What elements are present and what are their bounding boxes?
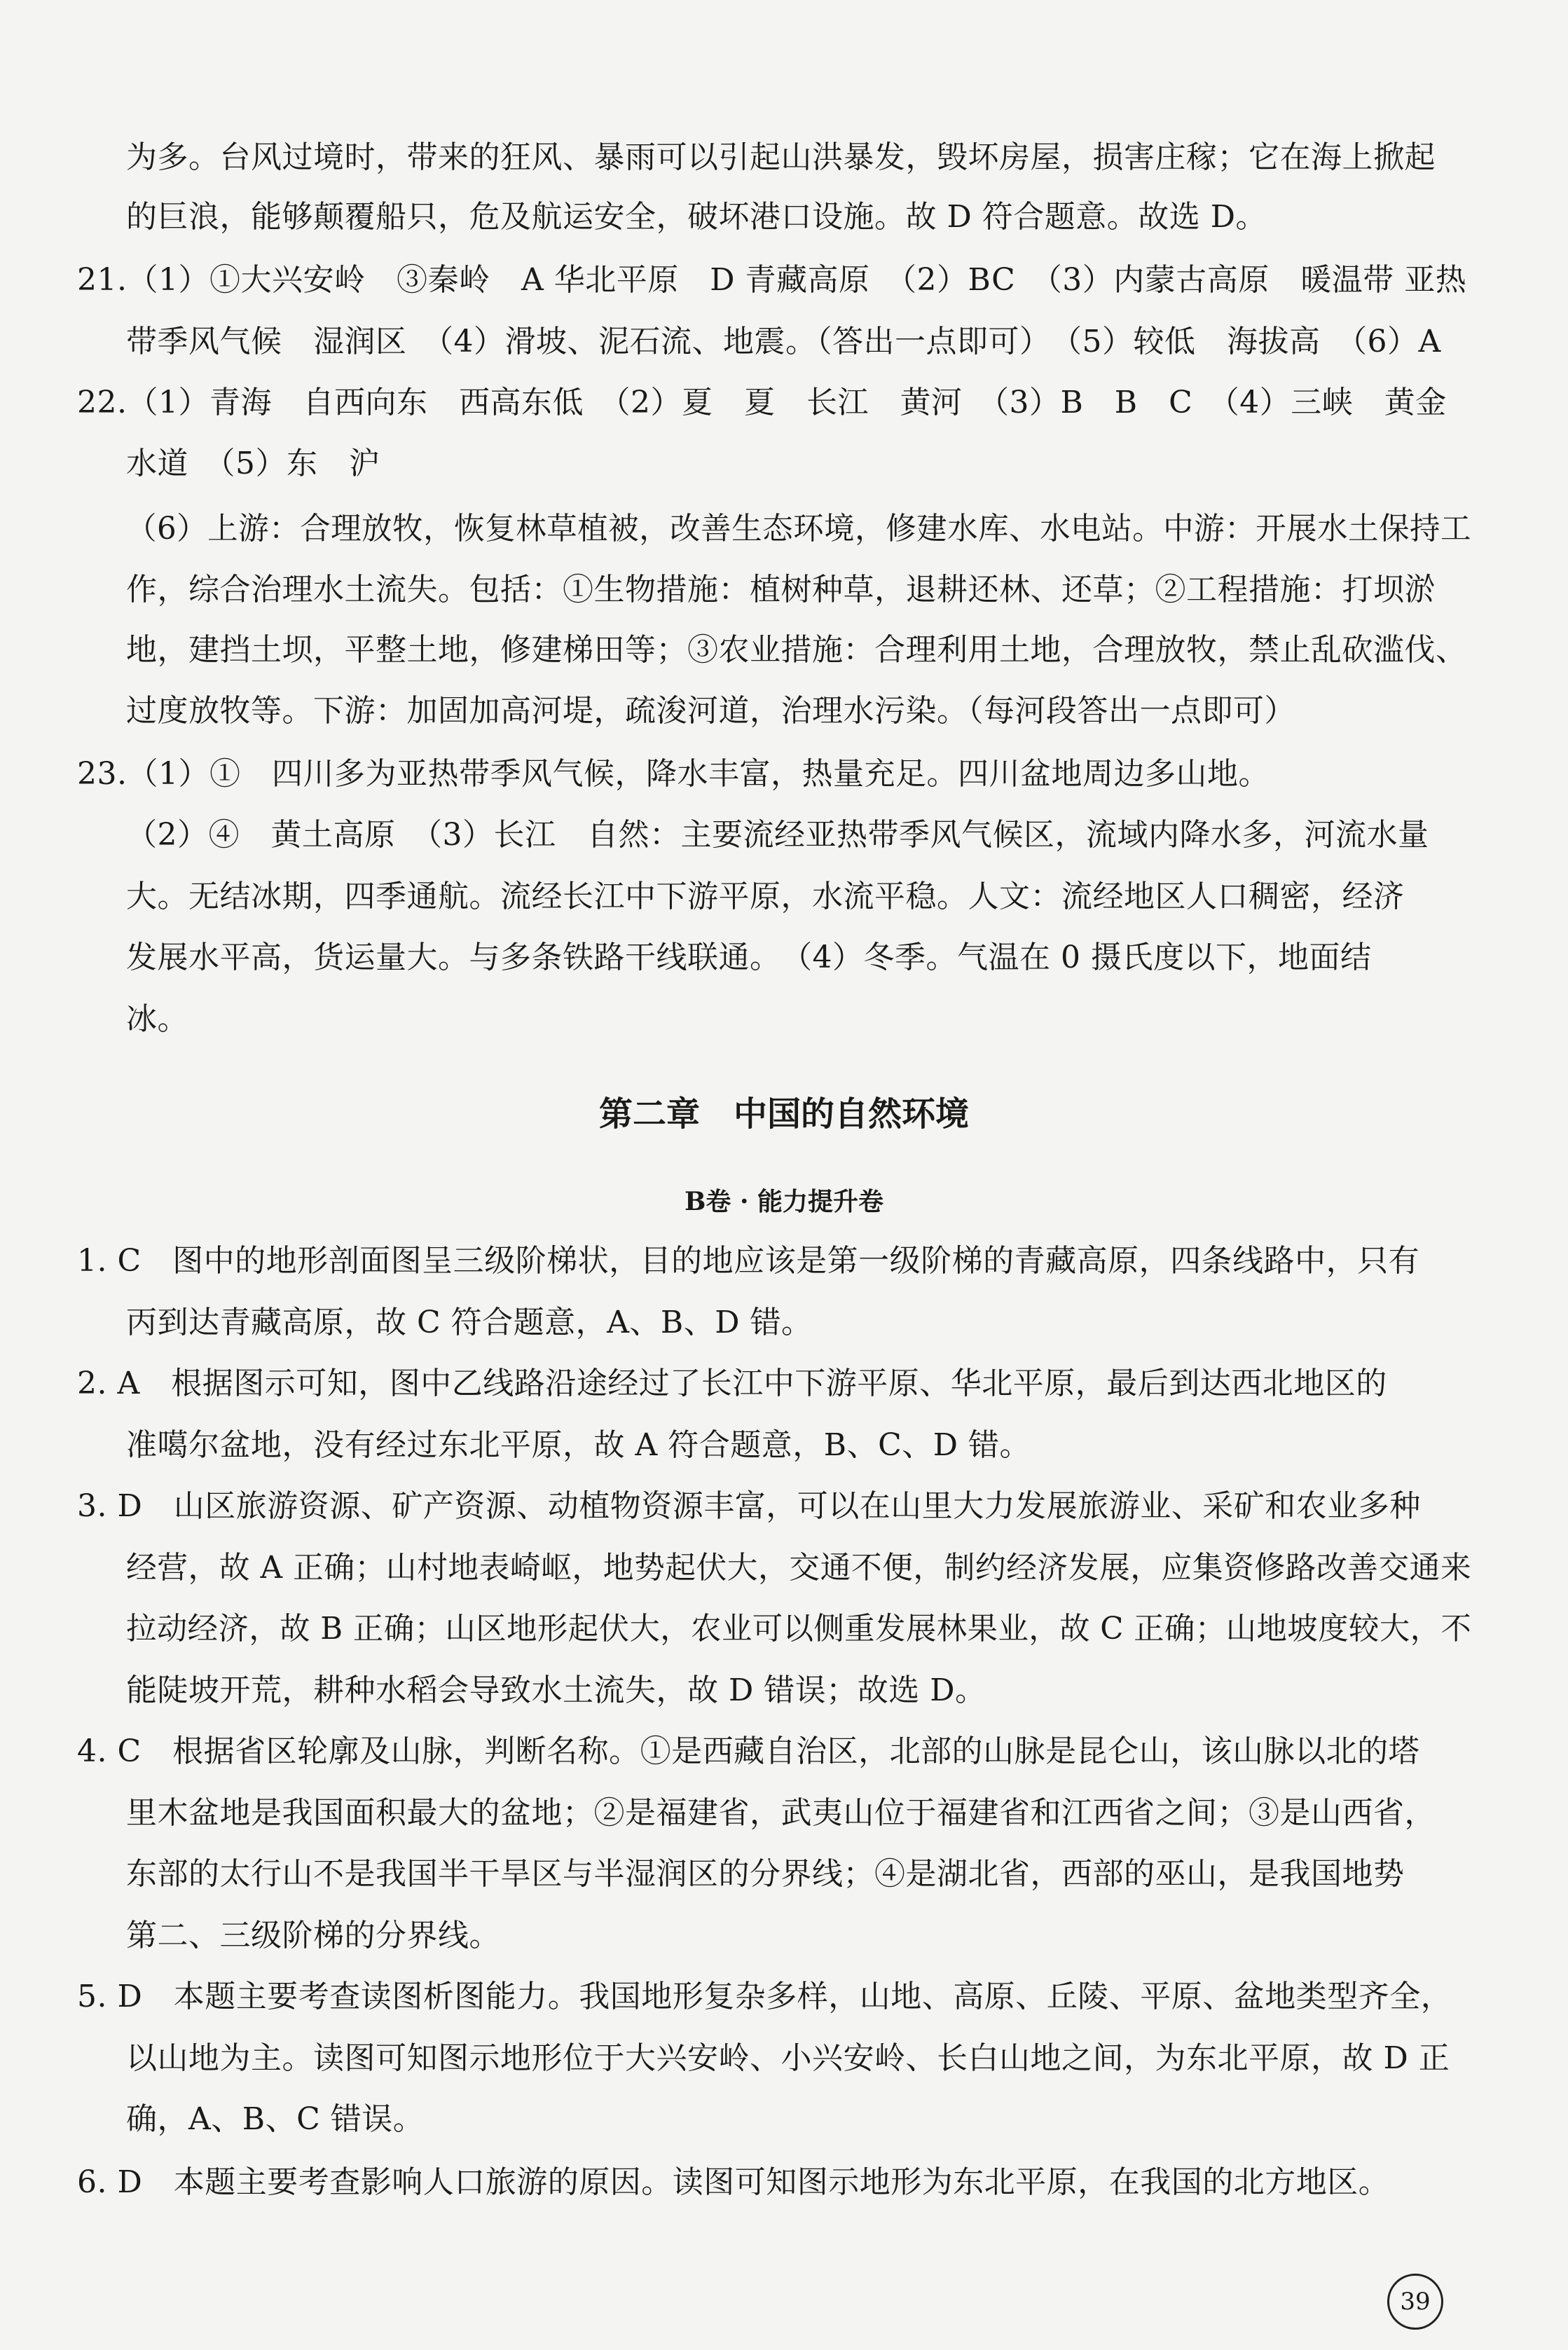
text-line: 第二、三级阶梯的分界线。 bbox=[126, 1918, 500, 1953]
text-line: 准噶尔盆地，没有经过东北平原，故 A 符合题意，B、C、D 错。 bbox=[126, 1427, 1031, 1463]
section-title: B卷 · 能力提升卷 bbox=[684, 1187, 884, 1216]
text-line: 能陡坡开荒，耕种水稻会导致水土流失，故 D 错误；故选 D。 bbox=[126, 1672, 986, 1708]
page-number: 39 bbox=[1387, 2274, 1443, 2330]
text-line: 拉动经济，故 B 正确；山区地形起伏大，农业可以侧重发展林果业，故 C 正确；山地坡度较大，不 bbox=[126, 1611, 1472, 1647]
text-line: 过度放牧等。下游：加固加高河堤，疏浚河道，治理水污染。（每河段答出一点即可） bbox=[126, 693, 1295, 729]
text-line: 里木盆地是我国面积最大的盆地；②是福建省，武夷山位于福建省和江西省之间；③是山西省， bbox=[126, 1795, 1436, 1831]
text-line: 发展水平高，货运量大。与多条铁路干线联通。 （4）冬季。气温在 0 摄氏度以下，地面结 bbox=[126, 940, 1372, 975]
answer-5: 5. D 本题主要考查读图析图能力。我国地形复杂多样，山地、高原、丘陵、平原、盆地类型齐全， bbox=[77, 1979, 1452, 2014]
answer-2: 2. A 根据图示可知，图中乙线路沿途经过了长江中下游平原、华北平原，最后到达西北地区的 bbox=[77, 1366, 1387, 1401]
chapter-title: 第二章 中国的自然环境 bbox=[598, 1094, 969, 1134]
answer-23: 23.（1）① 四川多为亚热带季风气候，降水丰富，热量充足。四川盆地周边多山地。 bbox=[77, 756, 1270, 792]
text-line: 为多。台风过境时，带来的狂风、暴雨可以引起山洪暴发，毁坏房屋，损害庄稼；它在海上掀起 bbox=[126, 139, 1436, 175]
answer-22: 22.（1）青海 自西向东 西高东低 （2）夏 夏 长江 黄河 （3）B B C （4）三峡 黄金 bbox=[77, 385, 1447, 420]
text-line: 丙到达青藏高原，故 C 符合题意，A、B、D 错。 bbox=[126, 1305, 813, 1340]
answer-6: 6. D 本题主要考查影响人口旅游的原因。读图可知图示地形为东北平原，在我国的北方地区。 bbox=[77, 2164, 1390, 2200]
text-line: 确，A、B、C 错误。 bbox=[126, 2101, 425, 2137]
answer-3: 3. D 山区旅游资源、矿产资源、动植物资源丰富，可以在山里大力发展旅游业、采矿和农业多种 bbox=[77, 1488, 1421, 1524]
text-line: （6）上游：合理放牧，恢复林草植被，改善生态环境，修建水库、水电站。中游：开展水土保持工 bbox=[126, 511, 1472, 547]
answer-21: 21.（1）①大兴安岭 ③秦岭 A 华北平原 D 青藏高原 （2）BC （3）内蒙古高原 暖温带 亚热 bbox=[77, 262, 1467, 298]
text-line: 大。无结冰期，四季通航。流经长江中下游平原，水流平稳。人文：流经地区人口稠密，经济 bbox=[126, 879, 1405, 914]
text-line: 经营，故 A 正确；山村地表崎岖，地势起伏大，交通不便，制约经济发展，应集资修路改善交通来 bbox=[126, 1550, 1472, 1586]
answer-1: 1. C 图中的地形剖面图呈三级阶梯状，目的地应该是第一级阶梯的青藏高原，四条线路中，只有 bbox=[77, 1243, 1420, 1279]
text-line: 东部的太行山不是我国半干旱区与半湿润区的分界线；④是湖北省，西部的巫山，是我国地势 bbox=[126, 1856, 1405, 1892]
text-line: 以山地为主。读图可知图示地形位于大兴安岭、小兴安岭、长白山地之间，为东北平原，故 D 正 bbox=[126, 2040, 1450, 2076]
text-line: 作，综合治理水土流失。包括：①生物措施：植树种草，退耕还林、还草；②工程措施：打坝淤 bbox=[126, 572, 1436, 607]
text-line: 带季风气候 湿润区 （4）滑坡、泥石流、地震。（答出一点即可） （5）较低 海拔高 （6）A bbox=[126, 324, 1441, 359]
text-line: 的巨浪，能够颠覆船只，危及航运安全，破坏港口设施。故 D 符合题意。故选 D。 bbox=[126, 199, 1267, 235]
text-line: （2）④ 黄土高原 （3）长江 自然：主要流经亚热带季风气候区，流域内降水多，河流水量 bbox=[126, 817, 1429, 853]
answer-4: 4. C 根据省区轮廓及山脉，判断名称。①是西藏自治区，北部的山脉是昆仑山，该山脉以北的塔 bbox=[77, 1733, 1420, 1769]
text-line: 水道 （5）东 沪 bbox=[126, 446, 380, 481]
text-line: 地，建挡土坝，平整土地，修建梯田等；③农业措施：合理利用土地，合理放牧，禁止乱砍滥伐、 bbox=[126, 632, 1467, 668]
text-line: 冰。 bbox=[126, 1001, 188, 1037]
